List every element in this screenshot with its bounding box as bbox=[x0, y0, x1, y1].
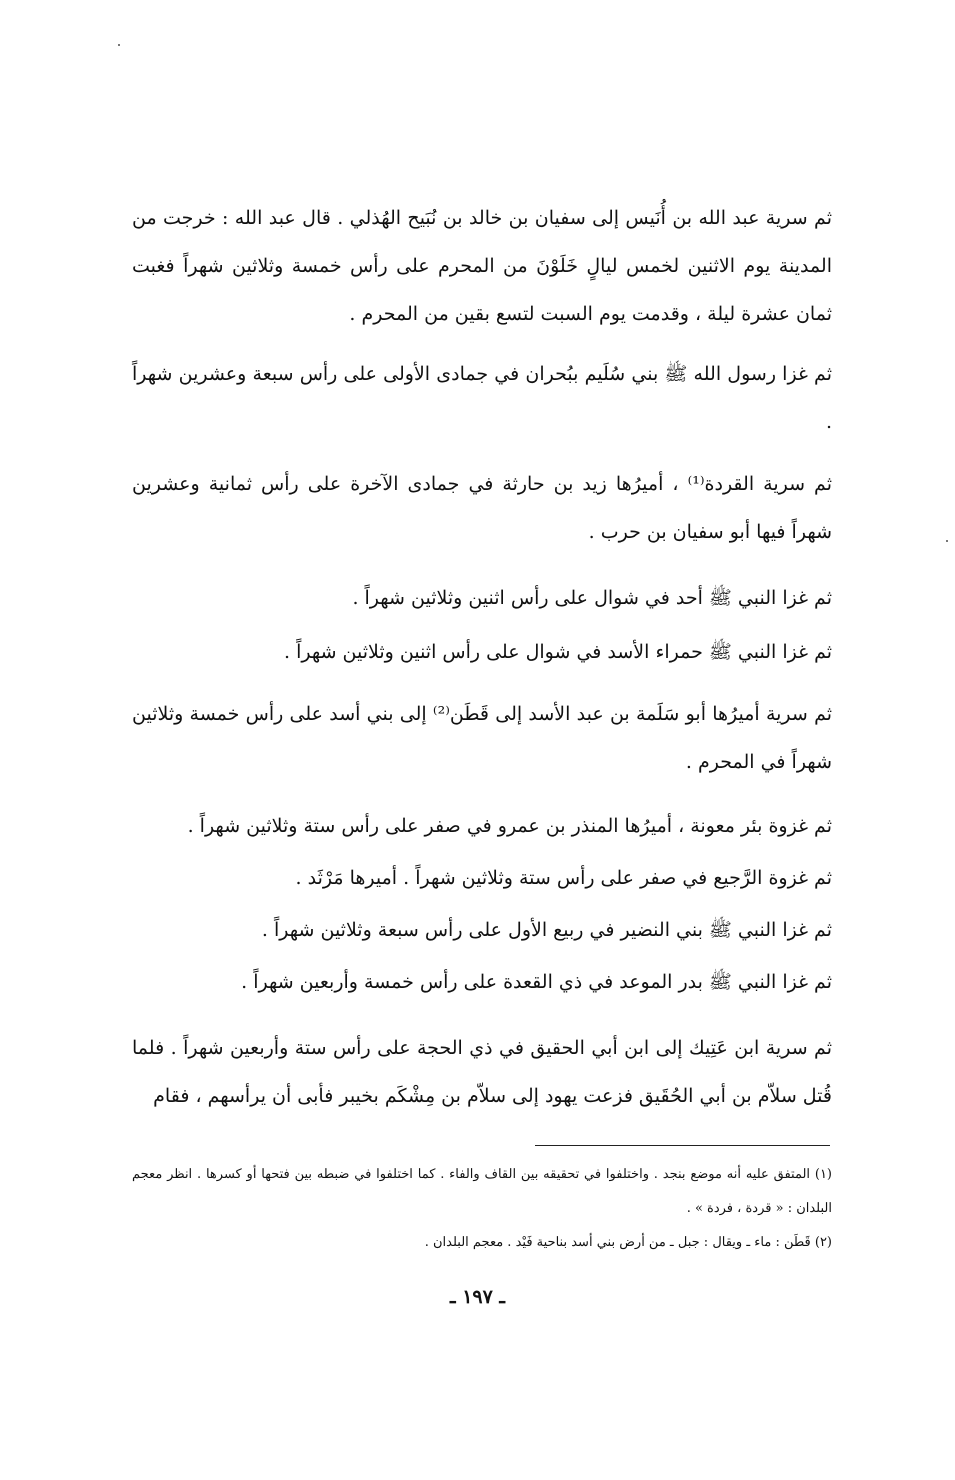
scan-speck bbox=[946, 540, 948, 542]
paragraph-text: ثم سرية عبد الله بن أُنَيس إلى سفيان بن خالد بن نُبَيح الهُذلي . قال عبد الله : خرجت من المدينة يوم الاثنين لخمس ليالٍ خَلَوْنَ من المحرم على رأس خمسة وثلاثين شهراً فغبت ثمان عشرة ليلة ، وقدمت يوم السبت لتسع بقين من المحرم . bbox=[132, 207, 832, 325]
line-text: ثم غزوة الرَّجيع في صفر على رأس ستة وثلاثين شهراً . أميرها مَرْثَد . bbox=[295, 867, 832, 889]
footnote-divider bbox=[535, 1145, 830, 1146]
scan-speck bbox=[118, 44, 120, 46]
line-text: ثم غزا النبي ﷺ أحد في شوال على رأس اثنين وثلاثين شهراً . bbox=[352, 587, 832, 609]
line-text: ثم غزا النبي ﷺ حمراء الأسد في شوال على رأس اثنين وثلاثين شهراً . bbox=[283, 641, 832, 663]
paragraph-text: ثم غزا رسول الله ﷺ بني سُلَيم ببُحران في جمادى الأولى على رأس سبعة وعشرين شهراً . bbox=[132, 363, 832, 433]
line-bir-maunah bbox=[132, 802, 832, 850]
line-bani-nadir bbox=[132, 906, 832, 954]
paragraph-text: ثم سرية ابن عَتِيك إلى ابن أبي الحقيق في ذي الحجة على رأس ستة وأربعين شهراً . فلما قُتل سلاّم بن أبي الحُقَيق فزعت يهود إلى سلاّم بن مِشْكَم بخيبر فأبى أن يرأسهم ، فقام bbox=[132, 1037, 832, 1107]
line-text: ثم غزا النبي ﷺ بدر الموعد في ذي القعدة على رأس خمسة وأربعين شهراً . bbox=[241, 971, 832, 993]
paragraph-bani-sulaym bbox=[132, 350, 832, 446]
paragraph-text: ثم سرية القردة⁽¹⁾ ، أميرُها زيد بن حارثة في جمادى الآخرة على رأس ثمانية وعشرين شهراً فيها أبو سفيان بن حرب . bbox=[132, 473, 832, 543]
footnote-text: (٢) قَطَن : ماء ـ ويقال : جبل ـ من أرض بني أسد بناحية فَيْد . معجم البلدان . bbox=[424, 1235, 832, 1250]
line-uhud bbox=[132, 574, 832, 622]
footnote-1 bbox=[132, 1158, 832, 1226]
footnote-2 bbox=[132, 1226, 832, 1260]
line-rajee bbox=[132, 854, 832, 902]
line-badr-al-mawid bbox=[132, 958, 832, 1006]
line-text: ثم غزا النبي ﷺ بني النضير في ربيع الأول على رأس سبعة وثلاثين شهراً . bbox=[261, 919, 832, 941]
paragraph-qatan bbox=[132, 690, 832, 786]
paragraph-abdullah-bin-unais bbox=[132, 194, 832, 338]
paragraph-qarada bbox=[132, 460, 832, 556]
paragraph-ibn-atik bbox=[132, 1024, 832, 1120]
footnote-text: (١) المتفق عليه أنه موضع بنجد . واختلفوا في تحقيقه بين القاف والفاء . كما اختلفوا في ضبطه بين فتحها أو كسرها . انظر معجم البلدان : « قردة ، فردة » . bbox=[132, 1167, 832, 1216]
line-text: ثم غزوة بئر معونة ، أميرُها المنذر بن عمرو في صفر على رأس ستة وثلاثين شهراً . bbox=[187, 815, 832, 837]
paragraph-text: ثم سرية أميرُها أبو سَلَمة بن عبد الأسد إلى قَطَن⁽²⁾ إلى بني أسد على رأس خمسة وثلاثين شهراً في المحرم . bbox=[132, 703, 832, 773]
page-number: ـ ١٩٧ ـ bbox=[450, 1286, 505, 1308]
line-hamra-al-asad bbox=[132, 628, 832, 676]
